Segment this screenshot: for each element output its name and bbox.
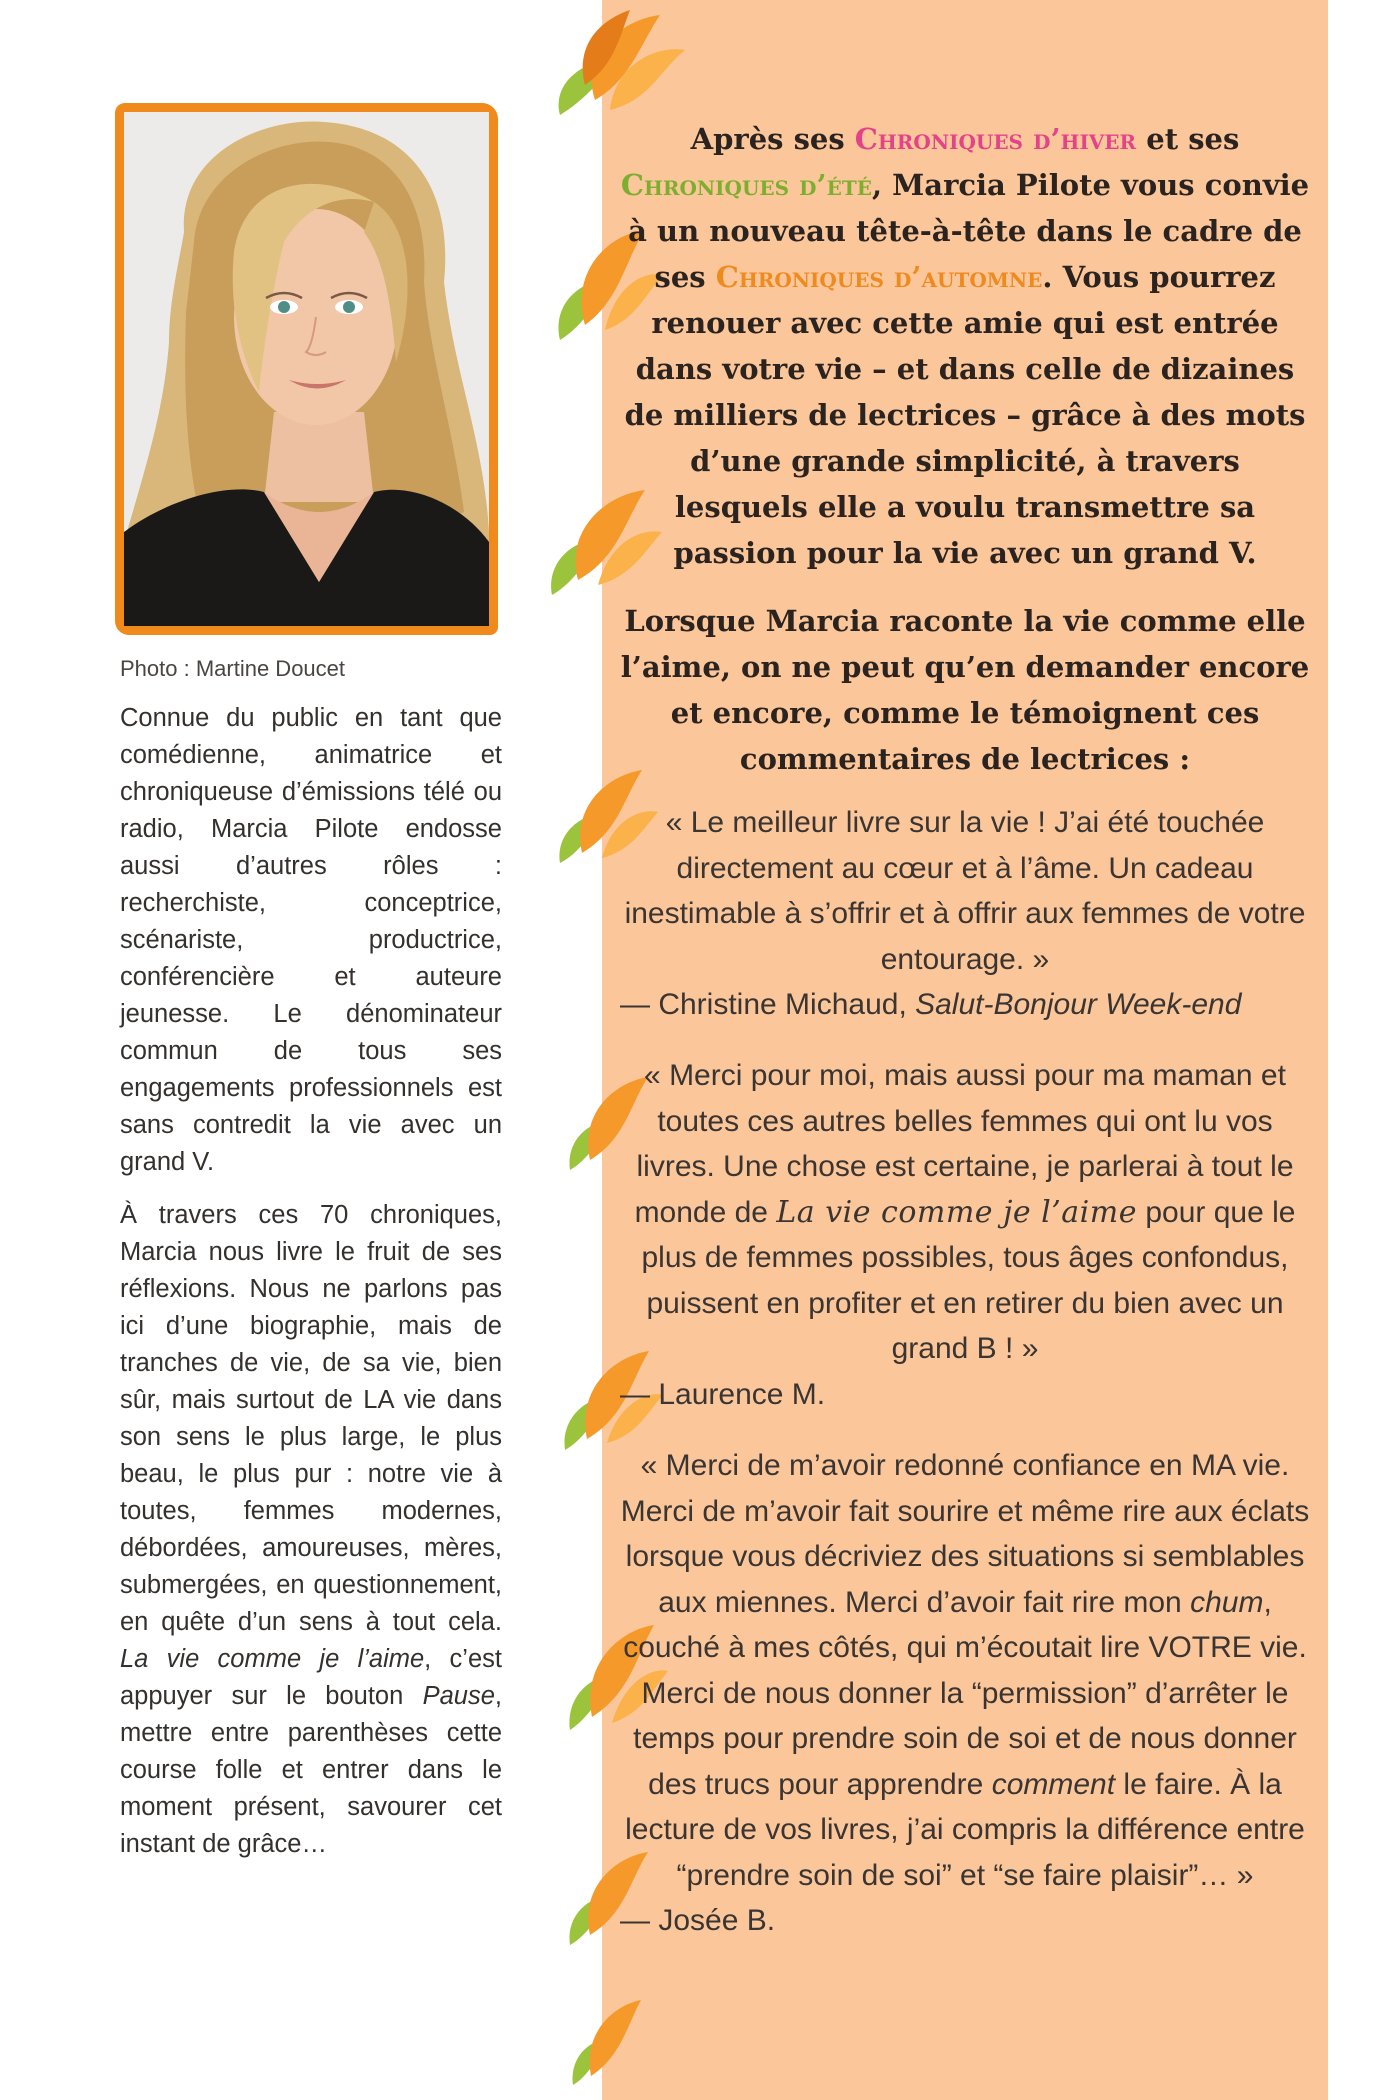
testimonial-emphasis: chum: [1190, 1585, 1264, 1619]
author-photo: [124, 112, 489, 626]
bio-text: , mettre entre parenthèses cette course folle et entrer dans le moment présent, savourer cet instant de grâce…: [120, 1682, 502, 1858]
testimonial-2: [620, 1053, 1310, 1417]
bio-paragraph-1: Connue du public en tant que comédienne, animatrice et chroniqueuse d’émissions télé ou radio, Marcia Pilote endosse aussi d’autres rôles : recherchiste, conceptrice, scénariste, productrice, conférencière et auteure jeunesse. Le dénominateur commun de tous ses engagements professionnels est sans contredit la vie avec un grand V.: [120, 704, 502, 1176]
author-name: — Christine Michaud,: [620, 988, 916, 1021]
intro-text-run: et ses: [1136, 122, 1240, 156]
leaf-cluster-icon: [565, 1990, 645, 2090]
testimonial-author: — Josée B.: [620, 1904, 776, 1937]
author-bio: [120, 700, 502, 1879]
intro-paragraph-1: [620, 116, 1310, 576]
bio-paragraph-2: [120, 1197, 502, 1863]
book-title: La vie comme je l’aime: [120, 1645, 425, 1673]
testimonial-author: [620, 982, 1310, 1028]
testimonial-emphasis: comment: [991, 1767, 1116, 1801]
testimonial-1: [620, 800, 1310, 1028]
bio-text: À travers ces 70 chroniques, Marcia nous livre le fruit de ses réflexions. Nous ne parlons pas ici d’une biographie, mais de tranches de vie, de sa vie, bien sûr, mais surtout de LA vie dans son sens le plus large, le plus beau, le plus pur : notre vie à toutes, femmes modernes, débordées, amoureuses, mères, submergées, en questionnement, en quête d’un sens à tout cela.: [120, 1201, 502, 1636]
testimonial-text: « Le meilleur livre sur la vie ! J’ai été touchée directement au cœur et à l’âme. Un cadeau inestimable à s’offrir et à offrir aux femmes de votre entourage. »: [624, 806, 1306, 976]
testimonial-author: — Laurence M.: [620, 1377, 826, 1411]
leaf-cluster-icon: [540, 5, 690, 125]
photo-credit: Photo : Martine Doucet: [120, 656, 346, 681]
testimonial-run: pour que le plus de femmes possibles, tous âges confondus, puissent en profiter et en retirer du bien avec un grand B ! »: [641, 1195, 1296, 1365]
bio-text: , c’est appuyer sur le bouton: [120, 1645, 502, 1710]
author-photo-frame: [115, 103, 498, 635]
title-chroniques-ete: Chroniques d’été: [620, 168, 872, 202]
intro-paragraph-2: Lorsque Marcia raconte la vie comme elle l’aime, on ne peut qu’en demander encore et encore, comme le témoignent ces commentaires de lectrices :: [620, 604, 1310, 776]
testimonial-run: « Merci de m’avoir redonné confiance en MA vie. Merci de m’avoir fait sourire et même rire aux éclats lorsque vous décriviez des situations si semblables aux miennes. Merci d’avoir fait rire mon: [620, 1449, 1310, 1619]
bio-emphasis: Pause: [422, 1682, 495, 1710]
intro-text: [620, 116, 1310, 804]
book-title: La vie comme je l’aime: [776, 1194, 1137, 1230]
testimonial-text-continued: [620, 1671, 1310, 1899]
testimonial-run: , couché à mes côtés, qui m’écoutait lire VOTRE vie.: [623, 1585, 1307, 1664]
intro-text-run: . Vous pourrez renouer avec cette amie qui est entrée dans votre vie – et dans celle de dizaines de milliers de lectrices – grâce à des mots d’une grande simplicité, à travers lesquels elle a voulu transmettre sa passion pour la vie avec un grand V.: [624, 260, 1306, 570]
testimonial-text: [620, 1443, 1310, 1671]
intro-text-run: Après ses: [690, 122, 855, 156]
title-chroniques-automne: Chroniques d’automne: [715, 260, 1043, 294]
testimonial-3: [620, 1443, 1310, 1944]
testimonial-run: « Merci pour moi, mais aussi pour ma maman et toutes ces autres belles femmes qui ont lu vos livres. Une chose est certaine, je parlerai à tout le monde de: [634, 1059, 1294, 1229]
testimonial-run: le faire. À la lecture de vos livres, j’ai compris la différence entre “prendre soin de soi” et “se faire plaisir”… »: [625, 1767, 1305, 1892]
portrait-illustration: [124, 112, 489, 626]
testimonial-run: Merci de nous donner la “permission” d’arrêter le temps pour prendre soin de soi et de nous donner des trucs pour apprendre: [633, 1676, 1297, 1801]
intro-text-run: , Marcia Pilote vous convie à un nouveau tête-à-tête dans le cadre de ses: [628, 168, 1310, 294]
title-chroniques-hiver: Chroniques d’hiver: [854, 122, 1137, 156]
testimonial-text: [620, 1053, 1310, 1372]
author-source: Salut-Bonjour Week-end: [915, 988, 1242, 1021]
